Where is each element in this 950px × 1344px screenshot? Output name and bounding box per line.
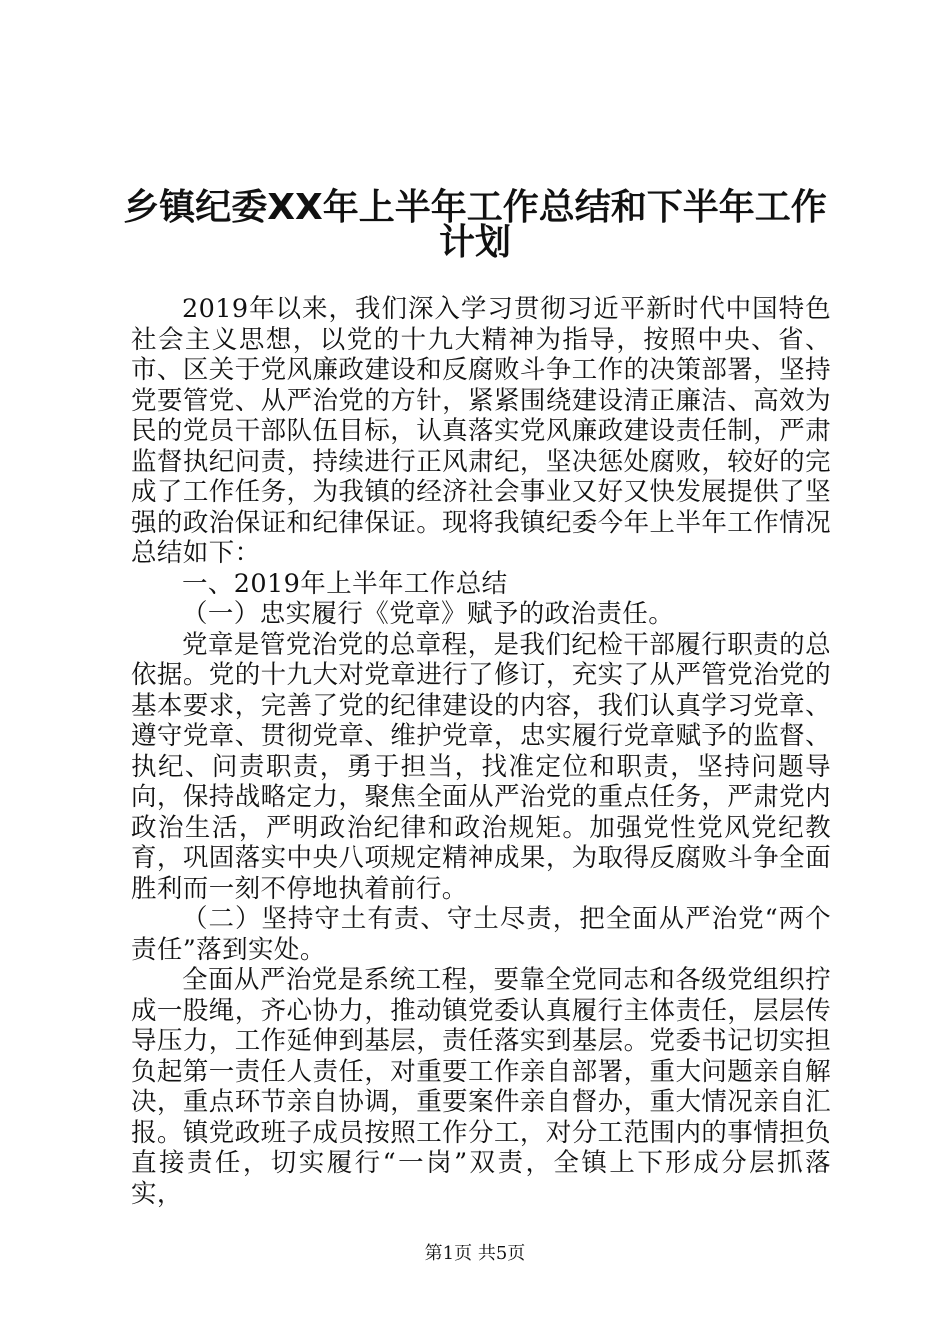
subsection-heading-2: （二）坚持守土有责、守土尽责，把全面从严治党“两个责任”落到实处。 (131, 904, 831, 965)
page-footer: 第1页 共5页 (424, 1243, 526, 1264)
document-title-line-1: 乡镇纪委XX年上半年工作总结和下半年工作 (123, 187, 827, 228)
document-body (131, 294, 831, 1209)
subsection-heading-1: （一）忠实履行《党章》赋予的政治责任。 (182, 599, 675, 629)
paragraph-party-constitution: 党章是管党治党的总章程，是我们纪检干部履行职责的总依据。党的十九大对党章进行了修订，充实了从严管党治党的基本要求，完善了党的纪律建设的内容，我们认真学习党章、遵守党章、贯彻党章、维护党章，忠实履行党章赋予的监督、执纪、问责职责，勇于担当，找准定位和职责，坚持问题导向，保持战略定力，聚焦全面从严治党的重点任务，严肃党内政治生活，严明政治纪律和政治规矩。加强党性党风党纪教育，巩固落实中央八项规定精神成果，为取得反腐败斗争全面胜利而一刻不停地执着前行。 (131, 629, 831, 904)
document-title-line-2: 计划 (438, 222, 511, 263)
paragraph-responsibility: 全面从严治党是系统工程，要靠全党同志和各级党组织拧成一股绳，齐心协力，推动镇党委认真履行主体责任，层层传导压力，工作延伸到基层，责任落实到基层。党委书记切实担负起第一责任人责任，对重要工作亲自部署，重大问题亲自解决，重点环节亲自协调，重要案件亲自督办，重大情况亲自汇报。镇党政班子成员按照工作分工，对分工范围内的事情担负直接责任，切实履行“一岗”双责，全镇上下形成分层抓落实， (131, 965, 831, 1209)
section-heading-1: 一、2019年上半年工作总结 (182, 568, 508, 599)
paragraph-intro: 2019年以来，我们深入学习贯彻习近平新时代中国特色社会主义思想，以党的十九大精神为指导，按照中央、省、市、区关于党风廉政建设和反腐败斗争工作的决策部署，坚持党要管党、从严治党的方针，紧紧围绕建设清正廉洁、高效为民的党员干部队伍目标，认真落实党风廉政建设责任制，严肃监督执纪问责，持续进行正风肃纪，坚决惩处腐败，较好的完成了工作任务，为我镇的经济社会事业又好又快发展提供了坚强的政治保证和纪律保证。现将我镇纪委今年上半年工作情况总结如下： (131, 294, 831, 568)
